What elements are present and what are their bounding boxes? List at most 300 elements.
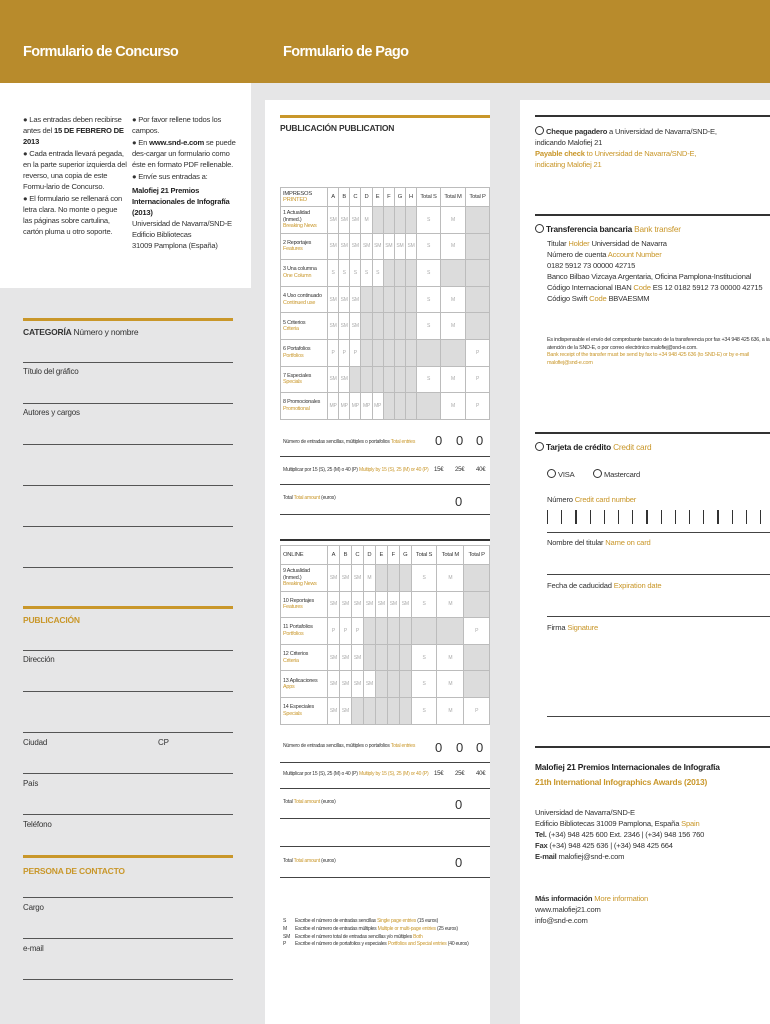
total-cell[interactable] [466, 233, 490, 260]
entry-cell[interactable] [387, 697, 399, 724]
card-radio[interactable] [535, 442, 544, 451]
entry-cell[interactable] [405, 313, 416, 340]
entry-cell[interactable] [383, 260, 394, 287]
transfer-note: Es indispensable el envío del comprobante bancario de la transferencia por fax +34 948 425 636, a la atención de la SND-E, o por correo electrónico malofiej@snd-e.com. Bank receipt of the transfer must be send by fax to +34 948 425 636 (to SND-E) or by e-mail malofiej@snd-e.com [547, 337, 770, 366]
cheque-rule [535, 115, 770, 117]
entry-cell[interactable] [405, 366, 416, 393]
entry-cell[interactable] [383, 366, 394, 393]
entry-cell[interactable]: SM [339, 233, 350, 260]
payment-form-title: Formulario de Pago [283, 44, 409, 60]
entry-cell[interactable] [372, 339, 383, 366]
entry-cell[interactable] [375, 618, 387, 645]
row-label: 12 Criterios Criteria [281, 644, 328, 671]
entry-cell[interactable]: SM [328, 697, 340, 724]
entry-cell[interactable]: SM [339, 644, 351, 671]
card-number-field[interactable] [547, 510, 770, 526]
footer-more: Más información More information www.malofiej21.com info@snd-e.com [535, 894, 649, 925]
total-cell[interactable]: M [440, 286, 465, 313]
header-band [0, 0, 770, 83]
table-row [281, 393, 490, 420]
instruction-item: ● Cada entrada llevará pegada, en la parte superior izquierda del reverso, una copia de este Formu-lario de Concurso. [23, 149, 127, 191]
print-total-label: Total Total amount (euros) [283, 495, 336, 501]
transfer-radio[interactable] [535, 224, 544, 233]
entry-cell[interactable] [375, 565, 387, 592]
card-digit-slot [675, 510, 676, 524]
entry-cell[interactable] [387, 618, 399, 645]
total-cell[interactable]: M [440, 207, 465, 234]
entry-cell[interactable]: M [363, 565, 375, 592]
expiry-field[interactable] [547, 616, 770, 617]
entry-cell[interactable] [383, 286, 394, 313]
table-row [281, 618, 490, 645]
entry-cell[interactable] [394, 313, 405, 340]
card-digit-slot [732, 510, 733, 524]
table-row [281, 286, 490, 313]
divider [280, 846, 490, 847]
entry-cell[interactable] [383, 207, 394, 234]
table-row [281, 565, 490, 592]
entry-cell[interactable] [375, 644, 387, 671]
publicacion-label: PUBLICACIÓN [23, 615, 80, 625]
entry-cell[interactable]: SM [350, 286, 361, 313]
entry-cell[interactable]: SM [339, 565, 351, 592]
table-row [281, 366, 490, 393]
entry-cell[interactable]: P [350, 339, 361, 366]
table-row [281, 260, 490, 287]
card-digit-slot [746, 510, 747, 524]
entry-cell[interactable] [372, 313, 383, 340]
website-link[interactable]: www.malofiej21.com [535, 905, 601, 914]
price-m: 25€ [455, 771, 465, 777]
total-cell[interactable]: S [417, 233, 441, 260]
card-digit-slot [632, 510, 633, 524]
entry-cell[interactable] [351, 697, 363, 724]
total-cell[interactable]: S [417, 260, 441, 287]
cheque-option[interactable]: Cheque pagadero a Universidad de Navarra/SND-E, indicando Malofiej 21 Payable check to Universidad de Navarra/SND-E, indicating Malofiej 21 [535, 127, 717, 169]
autores-field-1[interactable] [23, 444, 233, 445]
transfer-rule [535, 214, 770, 216]
entry-cell[interactable]: SM [328, 644, 340, 671]
autores-label: Autores y cargos [23, 408, 80, 417]
entry-cell[interactable]: MP [339, 393, 350, 420]
transfer-option[interactable]: Transferencia bancaria Bank transfer [535, 224, 681, 234]
transfer-details: Titular Holder Universidad de Navarra Número de cuenta Account Number 0182 5912 73 00000 42715 Banco Bilbao Vizcaya Argentaria, Oficina Pamplona-Institucional Código Internacional IBAN Code ES 12 0182 5912 73 00000 42715 Código Swift Code BBVAESMM [547, 239, 763, 303]
footer-title-es: Malofiej 21 Premios Internacionales de Infografía [535, 762, 720, 772]
entry-cell[interactable] [394, 260, 405, 287]
legend-item: P Escribe el número de portafolios y especiales Portfolios and Special entries (40 euros) [283, 941, 469, 948]
entry-cell[interactable] [363, 644, 375, 671]
telefono-label: Teléfono [23, 820, 52, 829]
card-digit-slot [646, 510, 647, 524]
categoria-field[interactable] [23, 362, 233, 363]
total-cell[interactable]: M [437, 644, 464, 671]
divider [280, 762, 490, 763]
print-multiply-label: Multiplicar por 15 (S), 25 (M) o 40 (P) Multiply by 15 (S), 25 (M) or 40 (P) [283, 467, 429, 473]
cp-label: CP [158, 738, 169, 747]
persona-rule [23, 855, 233, 858]
publication-rule [280, 115, 490, 118]
row-label: 9 Actualidad (Inmed.) Breaking News [281, 565, 328, 592]
total-cell[interactable]: S [411, 591, 437, 618]
card-digit-slot [575, 510, 576, 524]
total-cell[interactable]: M [437, 671, 464, 698]
card-digit-slot [661, 510, 662, 524]
entry-cell[interactable] [394, 286, 405, 313]
entry-cell[interactable]: SM [339, 286, 350, 313]
total-cell[interactable] [464, 644, 490, 671]
row-label: 14 Especiales Specials [281, 697, 328, 724]
divider-gutter [490, 100, 520, 1024]
instruction-item: ● En www.snd-e.com se puede des-cargar un formulario como éste en formato PDF rellenable. [132, 138, 236, 169]
print-entries-label: Número de entradas sencillas, múltiples o portafolios Total entries [283, 439, 416, 445]
entry-cell[interactable] [383, 339, 394, 366]
card-digit-slot [618, 510, 619, 524]
entry-cell[interactable]: P [328, 618, 340, 645]
total-cell[interactable]: M [437, 591, 464, 618]
row-label: 4 Uso continuado Continued use [281, 286, 328, 313]
entry-cell[interactable]: SM [351, 644, 363, 671]
total-cell[interactable]: M [437, 565, 464, 592]
total-cell[interactable]: S [417, 313, 441, 340]
total-cell[interactable] [437, 618, 464, 645]
entry-cell[interactable]: SM [328, 313, 339, 340]
total-cell[interactable]: S [411, 697, 437, 724]
total-cell[interactable]: S [417, 207, 441, 234]
divider [280, 456, 490, 457]
direccion-label: Dirección [23, 655, 55, 664]
card-digit-slot [604, 510, 605, 524]
signature-label: Firma Signature [547, 623, 599, 632]
online-multiply-label: Multiplicar por 15 (S), 25 (M) o 40 (P) Multiply by 15 (S), 25 (M) or 40 (P) [283, 771, 429, 777]
total-cell[interactable] [464, 671, 490, 698]
entry-cell[interactable] [405, 286, 416, 313]
entry-cell[interactable] [383, 393, 394, 420]
total-cell[interactable] [440, 339, 465, 366]
contest-form-title: Formulario de Concurso [23, 44, 179, 60]
card-digit-slot [590, 510, 591, 524]
row-label: 11 Portafolios Portfolios [281, 618, 328, 645]
categoria-label: CATEGORÍA Número y nombre [23, 327, 139, 337]
name-label: Nombre del titular Name on card [547, 538, 651, 547]
entry-cell[interactable]: SM [339, 366, 350, 393]
entry-cell[interactable]: SM [339, 697, 351, 724]
row-label: 3 Una columna One Column [281, 260, 328, 287]
footer-contact: Universidad de Navarra/SND-E Edificio Bibliotecas 31009 Pamplona, España Spain Tel. (+34) 948 425 600 Ext. 2346 | (+34) 948 156 760 Fax (+34) 948 425 636 | (+34) 948 425 664 E-mail malofiej@snd-e.com [535, 808, 705, 861]
direccion-field-1[interactable] [23, 691, 233, 692]
print-entries-p[interactable]: 0 [476, 433, 484, 448]
card-option[interactable]: Tarjeta de crédito Credit card [535, 442, 651, 452]
table-row [281, 591, 490, 618]
total-cell[interactable]: P [466, 393, 490, 420]
entry-cell[interactable]: S [328, 260, 339, 287]
divider [280, 514, 490, 515]
entry-cell[interactable]: MP [328, 393, 339, 420]
entry-cell[interactable]: M [361, 207, 372, 234]
total-cell[interactable] [411, 618, 437, 645]
entry-cell[interactable]: SM [387, 591, 399, 618]
entry-cell[interactable]: SM [328, 366, 339, 393]
total-cell[interactable] [466, 313, 490, 340]
total-cell[interactable]: P [466, 339, 490, 366]
table-row [281, 207, 490, 234]
instruction-item: ● Las entradas deben recibirse antes del 15 DE FEBRERO DE 2013 [23, 115, 124, 146]
entry-cell[interactable]: SM [339, 671, 351, 698]
legend [283, 918, 488, 949]
price-s: 15€ [434, 467, 444, 473]
entry-cell[interactable]: SM [363, 671, 375, 698]
total-cell[interactable]: M [440, 233, 465, 260]
table-header: ONLINE A B C D E F G Total S Total M Total P [281, 546, 490, 565]
entry-cell[interactable]: SM [339, 591, 351, 618]
entry-cell[interactable] [361, 366, 372, 393]
entry-cell[interactable]: S [350, 260, 361, 287]
table-row [281, 697, 490, 724]
entry-cell[interactable] [361, 286, 372, 313]
autores-field-2[interactable] [23, 485, 233, 486]
print-entries-m[interactable]: 0 [456, 433, 464, 448]
price-p: 40€ [476, 467, 486, 473]
entry-cell[interactable] [399, 697, 411, 724]
titulo-field[interactable] [23, 403, 233, 404]
entry-cell[interactable]: P [328, 339, 339, 366]
entry-cell[interactable] [375, 697, 387, 724]
entry-cell[interactable]: SM [328, 671, 340, 698]
price-m: 25€ [455, 467, 465, 473]
online-entries-m[interactable]: 0 [456, 740, 464, 755]
pais-field[interactable] [23, 814, 233, 815]
total-cell[interactable]: S [417, 366, 441, 393]
table-row [281, 313, 490, 340]
entry-cell[interactable] [405, 207, 416, 234]
signature-field[interactable] [547, 716, 770, 717]
instruction-item: ● Envíe sus entradas a: [132, 172, 208, 181]
table-header: IMPRESOS PRINTED A B C D E F G H Total S Total M Total P [281, 188, 490, 207]
entry-cell[interactable]: SM [328, 207, 339, 234]
legend-item: SM Escribe el número total de entradas sencillas y/o múltiples Both [283, 933, 423, 940]
entry-cell[interactable]: SM [361, 233, 372, 260]
entry-cell[interactable] [394, 339, 405, 366]
divider [280, 818, 490, 819]
entry-cell[interactable]: SM [350, 207, 361, 234]
total-cell[interactable] [417, 393, 441, 420]
expiry-label: Fecha de caducidad Expiration date [547, 581, 662, 590]
online-entries-p[interactable]: 0 [476, 740, 484, 755]
name-field[interactable] [547, 574, 770, 575]
entry-cell[interactable]: SM [328, 591, 340, 618]
entry-cell[interactable] [363, 618, 375, 645]
entry-cell[interactable] [372, 366, 383, 393]
row-label: 2 Reportajes Features [281, 233, 328, 260]
entry-cell[interactable] [394, 393, 405, 420]
entry-cell[interactable] [363, 697, 375, 724]
card-digit-slot [561, 510, 562, 524]
entry-cell[interactable]: SM [351, 591, 363, 618]
total-cell[interactable]: M [437, 697, 464, 724]
total-cell[interactable]: P [466, 366, 490, 393]
print-entries-table [280, 187, 490, 420]
card-digit-slot [689, 510, 690, 524]
entry-cell[interactable] [394, 366, 405, 393]
footer-rule [535, 746, 770, 748]
legend-item: S Escribe el número de entradas sencillas Single page entries (15 euros) [283, 918, 439, 924]
entry-cell[interactable]: SM [351, 565, 363, 592]
ciudad-field[interactable] [23, 773, 233, 774]
total-cell[interactable]: P [464, 618, 490, 645]
total-cell[interactable] [466, 207, 490, 234]
row-label: 8 Promocionales Promotional [281, 393, 328, 420]
cheque-radio[interactable] [535, 126, 544, 135]
total-cell[interactable] [440, 260, 465, 287]
mastercard-option[interactable]: Mastercard [593, 469, 640, 480]
divider [280, 877, 490, 878]
autores-field-4[interactable] [23, 567, 233, 568]
total-cell[interactable] [464, 565, 490, 592]
price-s: 15€ [434, 771, 444, 777]
total-cell[interactable] [417, 339, 441, 366]
entry-cell[interactable] [361, 313, 372, 340]
total-cell[interactable]: S [411, 644, 437, 671]
entry-cell[interactable] [399, 618, 411, 645]
entry-cell[interactable]: SM [339, 313, 350, 340]
row-label: 10 Reportajes Features [281, 591, 328, 618]
divider [547, 532, 770, 533]
entry-cell[interactable]: S [339, 260, 350, 287]
entry-cell[interactable]: S [361, 260, 372, 287]
entry-cell[interactable]: SM [375, 591, 387, 618]
divider [280, 484, 490, 485]
online-entries-table [280, 545, 490, 725]
table-row [281, 644, 490, 671]
entry-cell[interactable] [387, 671, 399, 698]
cargo-field[interactable] [23, 938, 233, 939]
total-cell[interactable]: M [440, 313, 465, 340]
card-digit-slot [703, 510, 704, 524]
entry-cell[interactable] [375, 671, 387, 698]
total-cell[interactable]: P [464, 697, 490, 724]
footer-title-en: 21th International Infographics Awards (2013) [535, 777, 708, 787]
instruction-item: ● El formulario se rellenará con letra clara. No monte o pegue las páginas sobre cartulina, cartón pluma u otro soporte. [23, 194, 123, 236]
entry-cell[interactable] [387, 565, 399, 592]
website-link[interactable]: www.snd-e.com [149, 138, 205, 147]
autores-field-3[interactable] [23, 526, 233, 527]
total-cell[interactable]: S [411, 565, 437, 592]
entry-cell[interactable] [387, 644, 399, 671]
row-label: 6 Portafolios Portfolios [281, 339, 328, 366]
entry-cell[interactable]: SM [394, 233, 405, 260]
entry-cell[interactable] [405, 260, 416, 287]
print-total-value[interactable]: 0 [455, 494, 463, 509]
grand-total-label: Total Total amount (euros) [283, 858, 336, 864]
print-entries-s[interactable]: 0 [435, 433, 443, 448]
entry-cell[interactable]: SM [383, 233, 394, 260]
publicacion-field[interactable] [23, 650, 233, 651]
entry-cell[interactable] [350, 366, 361, 393]
online-entries-s[interactable]: 0 [435, 740, 443, 755]
row-label: 1 Actualidad (Inmed.) Breaking News [281, 207, 328, 234]
entry-cell[interactable]: P [339, 618, 351, 645]
info-email-link[interactable]: info@snd-e.com [535, 916, 588, 925]
entry-cell[interactable]: SM [405, 233, 416, 260]
entry-cell[interactable] [399, 644, 411, 671]
pais-label: País [23, 779, 39, 788]
direccion-field-2[interactable] [23, 732, 233, 733]
table-row [281, 671, 490, 698]
card-digit-slot [547, 510, 548, 524]
card-number-label: Número Credit card number [547, 495, 637, 504]
entry-cell[interactable]: SM [372, 233, 383, 260]
entry-cell[interactable]: SM [328, 286, 339, 313]
mailing-address: Malofiej 21 Premios Internacionales de Infografía (2013) Universidad de Navarra/SND-E Edificio Bibliotecas 31009 Pamplona (España) [132, 186, 232, 250]
entry-cell[interactable] [394, 207, 405, 234]
total-cell[interactable] [466, 260, 490, 287]
total-cell[interactable] [464, 591, 490, 618]
price-p: 40€ [476, 771, 486, 777]
row-label: 13 Aplicaciones Apps [281, 671, 328, 698]
entry-cell[interactable]: P [339, 339, 350, 366]
instructions-col2 [132, 114, 242, 252]
entry-cell[interactable]: MP [361, 393, 372, 420]
entry-cell[interactable] [405, 393, 416, 420]
table-row [281, 233, 490, 260]
email-label: e-mail [23, 944, 44, 953]
entry-cell[interactable] [361, 339, 372, 366]
entry-cell[interactable]: S [372, 260, 383, 287]
titulo-label: Título del gráfico [23, 367, 79, 376]
entry-cell[interactable] [405, 339, 416, 366]
card-digit-slot [760, 510, 761, 524]
table-row [281, 339, 490, 366]
online-entries-label: Número de entradas sencillas, múltiples o portafolios Total entries [283, 743, 416, 749]
grand-total-value[interactable]: 0 [455, 855, 463, 870]
entry-cell[interactable]: MP [372, 393, 383, 420]
cargo-label: Cargo [23, 903, 44, 912]
entry-cell[interactable]: SM [328, 233, 339, 260]
persona-label: PERSONA DE CONTACTO [23, 866, 125, 876]
visa-radio[interactable] [547, 469, 556, 478]
entry-cell[interactable] [372, 207, 383, 234]
entry-cell[interactable]: P [351, 618, 363, 645]
entry-cell[interactable] [372, 286, 383, 313]
online-total-value[interactable]: 0 [455, 797, 463, 812]
persona-field[interactable] [23, 897, 233, 898]
ciudad-label: Ciudad [23, 738, 48, 747]
online-total-label: Total Total amount (euros) [283, 799, 336, 805]
total-cell[interactable]: M [440, 393, 465, 420]
instruction-item: ● Por favor rellene todos los campos. [132, 115, 222, 135]
entry-cell[interactable]: SM [328, 565, 340, 592]
online-rule [280, 539, 490, 541]
total-cell[interactable] [466, 286, 490, 313]
visa-option[interactable]: VISA [547, 469, 575, 480]
entry-cell[interactable]: MP [350, 393, 361, 420]
email-field[interactable] [23, 979, 233, 980]
entry-cell[interactable]: SM [350, 313, 361, 340]
mastercard-radio[interactable] [593, 469, 602, 478]
entry-cell[interactable] [399, 671, 411, 698]
entry-cell[interactable]: SM [351, 671, 363, 698]
entry-cell[interactable]: SM [399, 591, 411, 618]
entry-cell[interactable] [399, 565, 411, 592]
card-digit-slot [717, 510, 718, 524]
entry-cell[interactable]: SM [339, 207, 350, 234]
total-cell[interactable]: S [417, 286, 441, 313]
entry-cell[interactable]: SM [350, 233, 361, 260]
total-cell[interactable]: S [411, 671, 437, 698]
total-cell[interactable]: M [440, 366, 465, 393]
entry-cell[interactable]: SM [363, 591, 375, 618]
entry-cell[interactable] [383, 313, 394, 340]
categoria-rule [23, 318, 233, 321]
